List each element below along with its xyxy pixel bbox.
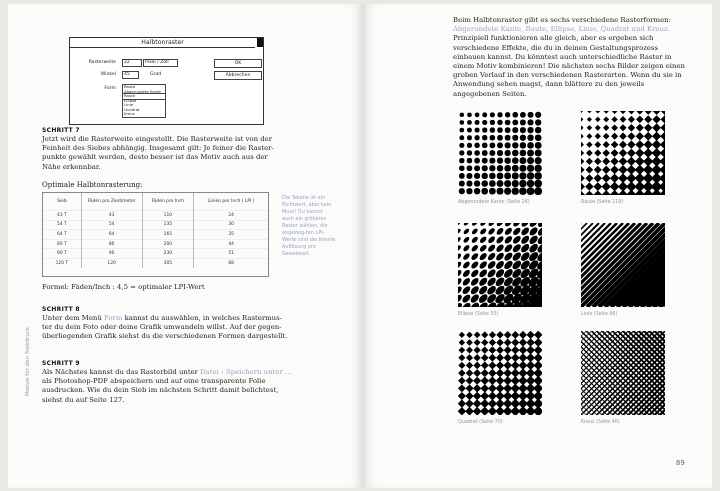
pattern-diamond [581, 111, 665, 195]
table-header: Fäden pro Zentimeter [81, 193, 142, 211]
pattern-line [581, 223, 665, 307]
shape-dropdown[interactable] [122, 84, 166, 118]
shape-option-cross[interactable]: Kreuz [124, 111, 135, 116]
table-side-note: Die Tabelle ist ein Richtwert, aber kein Muss! Du kannst auch ein gröberes Raster wählen, die angezeig-ten LPI-Werte sind die feinste Auflösung pro Gewebeart. [282, 195, 336, 257]
step-7-heading: SCHRITT 7 [42, 127, 80, 134]
shape-option-line[interactable]: Linie [124, 102, 133, 107]
caption-diamond: Raute (Seite 119) [581, 200, 624, 205]
cancel-button[interactable]: Abbrechen [214, 71, 262, 80]
table-row: 64 T 64 165 35 [43, 230, 268, 240]
caption-rounded-corner: Abgerundete Kante (Seite 26) [458, 200, 530, 205]
pattern-square [458, 331, 542, 415]
table-row: 54 T 54 135 30 [43, 220, 268, 230]
table-row: 80 T 80 200 44 [43, 239, 268, 249]
table-row: 90 T 90 230 51 [43, 249, 268, 259]
screen-frequency-input[interactable]: 22 [122, 59, 142, 67]
save-as-menu-link[interactable]: Datei › Speichern unter … [200, 368, 292, 376]
shape-selected-value[interactable]: Raute [124, 84, 136, 89]
halftone-table [42, 192, 269, 277]
shape-option-ellipse[interactable]: Ellipse [124, 97, 137, 103]
step-7-text: Jetzt wird die Rasterweite eingestellt. Die Rasterweite ist von der Feinheit des Siebes abhängig. Insgesamt gilt: Je feiner die Raster- punkte gewählt werden, desto besser ist das Motiv auch aus der Nähe erkennbar. [42, 135, 274, 171]
caption-square: Quadrat (Seite 70) [458, 420, 503, 425]
dialog-scrollbar[interactable] [257, 38, 263, 47]
halftone-dialog [69, 37, 264, 125]
shape-option-rounded[interactable]: Abgerundete Kante [124, 88, 161, 94]
table-formula: Formel: Fäden/Inch : 4,5 = optimaler LPI-Wert [42, 283, 205, 291]
screen-frequency-label: Rasterweite [88, 60, 116, 65]
table-header: Sieb [57, 199, 67, 204]
table-row: 43 T 43 110 24 [43, 211, 268, 221]
table-title: Optimale Halbtonrasterung: [42, 181, 143, 189]
form-menu-link[interactable]: Form [104, 314, 123, 322]
shape-option-square[interactable]: Quadrat [124, 106, 140, 112]
angle-unit: Grad [150, 72, 162, 77]
caption-ellipse: Ellipse (Seite 55) [458, 312, 499, 317]
angle-label: Winkel [100, 72, 116, 77]
caption-cross: Kreuz (Seite 46) [581, 420, 620, 425]
table-row: 120 T 120 305 68 [43, 258, 268, 267]
caption-line: Linie (Seite 96) [581, 312, 618, 317]
step-9-text: Als Nächstes kannst du das Rasterbild unter Datei › Speichern unter … als Photoshop-PDF abspeichern und auf eine transparente Folie ausdrucken. Wie du dein Sieb im nächsten Schritt damit belichtest, siehst du auf Seite 127. [42, 368, 292, 404]
pattern-cross [581, 331, 665, 415]
intro-paragraph: Beim Halbtonraster gibt es sechs verschiedene Rasterformen: Abgerundete Kante, Raute, Ellipse, Linie, Quadrat und Kreuz. Prinzipiell funktionieren alle gleich, aber es ergeben sich verschiedene Effekte, die du in deinen Gestaltungsprozess einbauen kannst. Du könntest auch unterschiedliche Raster in einem Motiv kombinieren! Die nächsten sechs Bilder zeigen einen groben Verlauf in den verschiedenen Rasterarten. Wenn du sie in Anwendung sehen magst, dann blättere zu den jeweils angegebenen Seiten. [453, 16, 685, 98]
ok-button[interactable]: OK [214, 59, 262, 68]
step-8-heading: SCHRITT 8 [42, 306, 80, 313]
left-page [8, 4, 363, 488]
step-9-heading: SCHRITT 9 [42, 360, 80, 367]
page-number: 89 [676, 459, 685, 467]
table-header: Fäden pro Inch [142, 193, 194, 211]
table-header: Linien per Inch ( LPI ) [194, 193, 268, 211]
shape-option-diamond[interactable]: Raute [123, 94, 165, 99]
running-head: Motive für den Siebdruck [25, 326, 31, 396]
right-page [363, 4, 712, 488]
step-8-text: Unter dem Menü Form kannst du auswählen, in welches Rastermus- ter du dein Foto oder deine Grafik umwandeln willst. Auf der gegen- überliegenden Grafik siehst du die verschiedenen Formen dargestellt. [42, 314, 288, 341]
pattern-ellipse [458, 223, 542, 307]
dialog-title: Halbtonraster [70, 38, 255, 48]
shape-label: Form [104, 86, 116, 91]
screen-frequency-unit-select[interactable]: Pixel / Zoll [143, 59, 178, 67]
angle-input[interactable]: 45 [122, 71, 139, 79]
forms-highlight: Abgerundete Kante, Raute, Ellipse, Linie, Quadrat und Kreuz. [453, 25, 670, 34]
pattern-rounded-corner [458, 111, 542, 195]
